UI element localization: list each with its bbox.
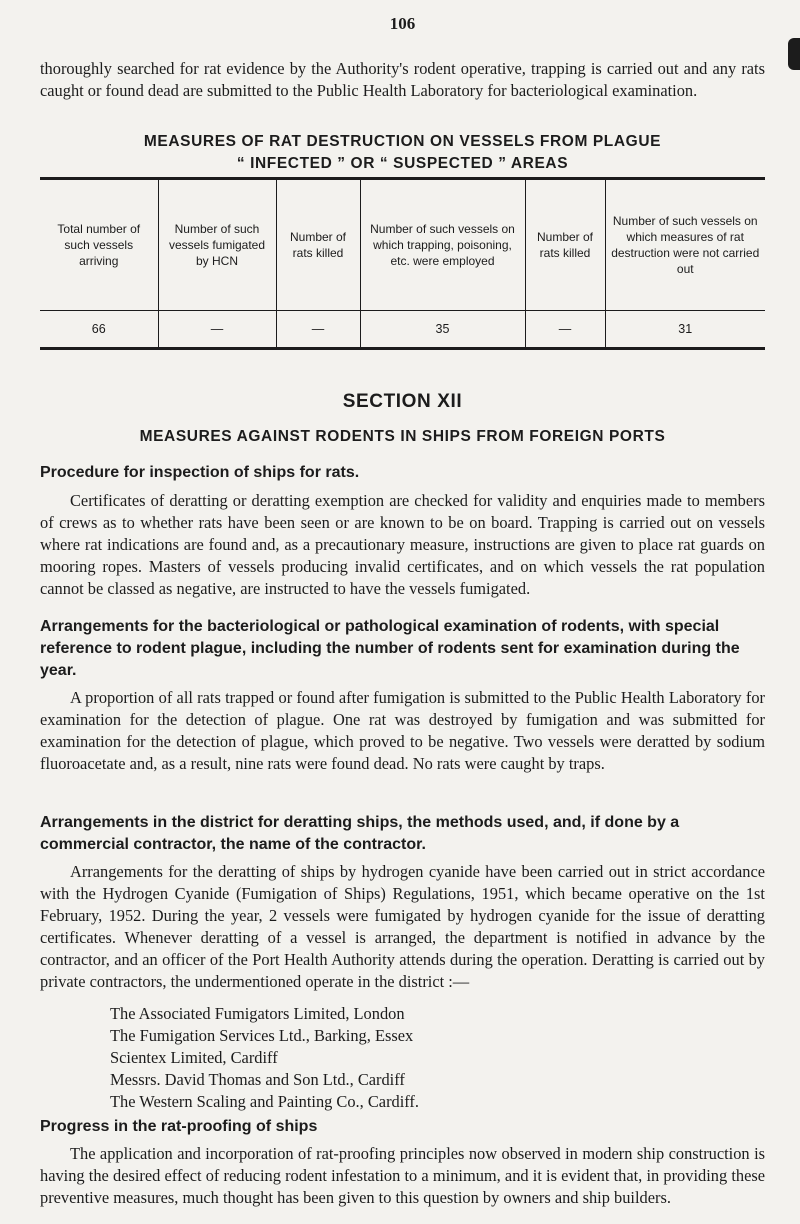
table-cell: — <box>276 311 360 349</box>
table-header-cell: Number of such vessels on which measures of rat destruction were not carried out <box>605 179 765 311</box>
deratting-body: Arrangements for the deratting of ships by hydrogen cyanide have been carried out in strict accordance with the Hydrogen Cyanide (Fumigation of Ships) Regulations, 1951, which became operative on the 1st February, 1952. During the year, 2 vessels were fumigated by hydrogen cyanide for the issue of deratting certificates. Whenever deratting of a vessel is arranged, the department is notified in advance by the contractor, and an officer of the Port Health Authority attends during the operation. Deratting is carried out by private contractors, the undermentioned operate in the district :— <box>40 862 765 991</box>
deratting-heading: Arrangements in the district for deratting ships, the methods used, and, if done by a commercial contractor, the name of the contractor. <box>40 814 680 853</box>
table-cell: 35 <box>360 311 525 349</box>
page-number: 106 <box>389 14 416 33</box>
list-item: Messrs. David Thomas and Son Ltd., Cardiff <box>110 1070 405 1089</box>
section-subtitle: MEASURES AGAINST RODENTS IN SHIPS FROM FOREIGN PORTS <box>139 428 666 445</box>
table-header-cell: Total number of such vessels arriving <box>40 179 158 311</box>
ratproofing-heading: Progress in the rat-proofing of ships <box>40 1118 318 1135</box>
bacteriological-section <box>40 616 765 775</box>
contractor-list <box>40 1003 765 1113</box>
table-cell: — <box>525 311 605 349</box>
table-header-cell: Number of such vessels on which trapping, poisoning, etc. were employed <box>360 179 525 311</box>
list-item: The Fumigation Services Ltd., Barking, Essex <box>110 1026 414 1045</box>
procedure-body: Certificates of deratting or deratting exemption are checked for validity and enquiries made to members of crews as to whether rats have been seen or are known to be on board. Trapping is carried out on vessels where rat indications are found and, as a precautionary measure, instructions are given to place rat guards on mooring ropes. Masters of vessels producing invalid certificates, and on which vessels the rat population cannot be classed as negative, are instructed to have the vessels fumigated. <box>40 491 765 598</box>
bacteriological-body: A proportion of all rats trapped or found after fumigation is submitted to the Public Health Laboratory for examination for the detection of plague. One rat was destroyed by fumigation and was submitted for examination for the detection of plague, which proved to be negative. Two vessels were deratted by sodium fluoroacetate and, as a result, nine rats were found dead. No rats were caught by traps. <box>40 688 765 773</box>
table-header-cell: Number of rats killed <box>276 179 360 311</box>
table-header-cell: Number of rats killed <box>525 179 605 311</box>
page-edge-mark <box>788 38 800 70</box>
ratproofing-body: The application and incorporation of rat-proofing principles now observed in modern ship construction is having the desired effect of reducing rodent infestation to a minimum, and it is evident that, in providing these preventive measures, much thought has been given to this question by owners and ship builders. <box>40 1144 765 1207</box>
table-title <box>40 131 765 175</box>
list-item: The Associated Fumigators Limited, London <box>110 1004 405 1023</box>
procedure-heading: Procedure for inspection of ships for rats. <box>40 464 360 481</box>
intro-paragraph: thoroughly searched for rat evidence by the Authority's rodent operative, trapping is carried out and any rats caught or found dead are submitted to the Public Health Laboratory for bacteriological examination. <box>40 59 765 100</box>
table-cell: 31 <box>605 311 765 349</box>
list-item: The Western Scaling and Painting Co., Cardiff. <box>110 1092 419 1111</box>
ratproofing-section <box>40 1116 765 1209</box>
table-title-line-2: “ INFECTED ” OR “ SUSPECTED ” AREAS <box>236 155 569 172</box>
deratting-section <box>40 812 765 1113</box>
bacteriological-heading: Arrangements for the bacteriological or pathological examination of rodents, with special reference to rodent plague, including the number of rodents sent for examination during the year. <box>40 618 740 679</box>
table-header-cell: Number of such vessels fumigated by HCN <box>158 179 276 311</box>
rat-destruction-table <box>40 177 765 350</box>
table-cell: 66 <box>40 311 158 349</box>
table-title-line-1: MEASURES OF RAT DESTRUCTION ON VESSELS FROM PLAGUE <box>143 133 662 150</box>
table-cell: — <box>158 311 276 349</box>
table-row <box>40 311 765 349</box>
procedure-section <box>40 462 765 600</box>
table-header-row <box>40 179 765 311</box>
list-item: Scientex Limited, Cardiff <box>110 1048 278 1067</box>
section-title: SECTION XII <box>342 391 463 412</box>
